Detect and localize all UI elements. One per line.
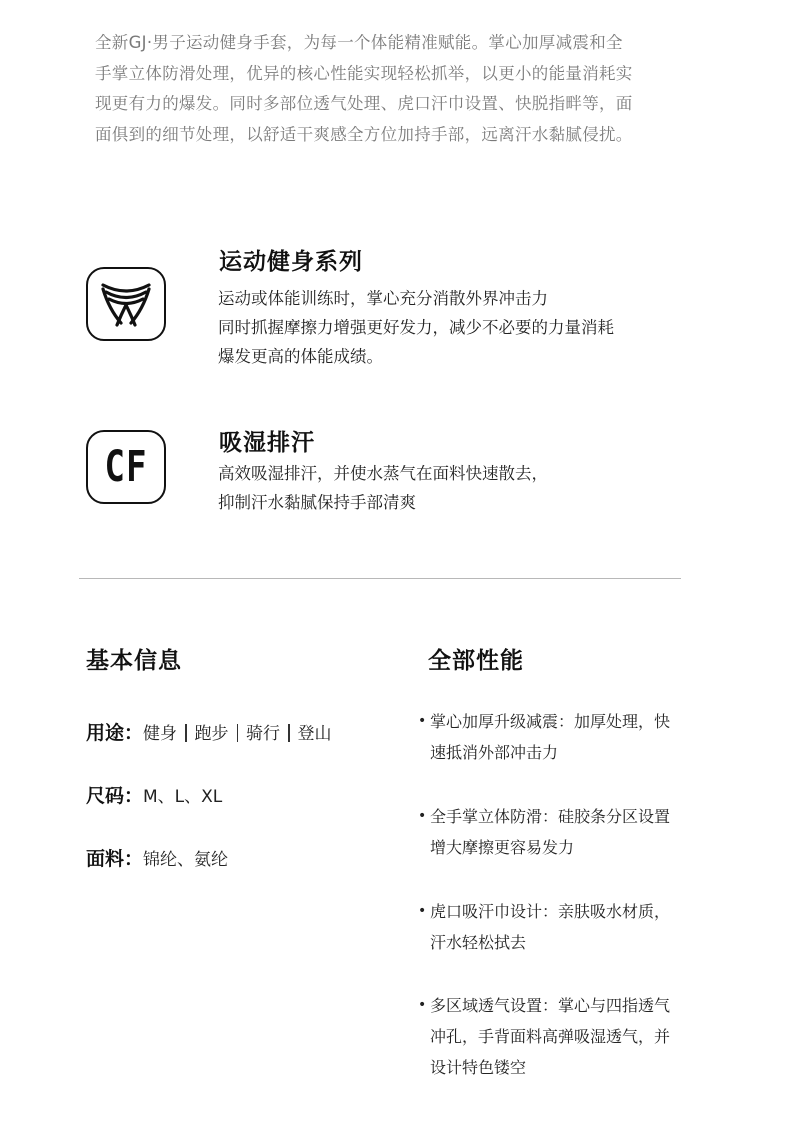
performance-item-line: 多区域透气设置：掌心与四指透气 [430, 996, 671, 1015]
performance-item [418, 896, 708, 958]
feature-description-line: 抑制汗水黏腻保持手部清爽 [218, 493, 416, 512]
performance-item-line: 全手掌立体防滑：硅胶条分区设置 [430, 807, 671, 826]
bullet: • [418, 997, 427, 1013]
intro-line: 手掌立体防滑处理，优异的核心性能实现轻松抓举，以更小的能量消耗实 [95, 63, 633, 83]
bullet: • [418, 808, 427, 824]
material-value: 锦纶、氨纶 [143, 850, 229, 870]
usage-row [86, 718, 332, 745]
bullet: • [418, 903, 427, 919]
intro-line: 面俱到的细节处理，以舒适干爽感全方位加持手部，远离汗水黏腻侵扰。 [95, 124, 633, 144]
usage-item: 健身 [143, 724, 178, 744]
feature-description-line: 爆发更高的体能成绩。 [218, 347, 383, 366]
fitness-series-icon [86, 267, 166, 341]
feature-description-line: 高效吸湿排汗，并使水蒸气在面料快速散去， [218, 464, 548, 483]
performance-item-line: 增大摩擦更容易发力 [430, 838, 575, 857]
size-value: M、L、XL [143, 787, 223, 807]
performance-item-line: 速抵消外部冲击力 [430, 743, 559, 762]
material-label: 面料： [86, 848, 144, 870]
fitness-series-icon-graphic [95, 275, 157, 333]
performance-item-line: 冲孔，手背面料高弹吸湿透气，并 [430, 1027, 671, 1046]
separator [185, 724, 187, 742]
feature-description [218, 459, 548, 517]
cf-moisture-icon [86, 430, 166, 504]
bullet: • [418, 713, 427, 729]
usage-item: 登山 [297, 724, 332, 744]
performance-item-line: 虎口吸汗巾设计：亲肤吸水材质， [430, 902, 671, 921]
performance-item [418, 801, 708, 863]
feature-description-line: 同时抓握摩擦力增强更好发力，减少不必要的力量消耗 [218, 318, 614, 337]
feature-title: 运动健身系列 [219, 249, 363, 275]
performance-item-line: 设计特色镂空 [430, 1058, 527, 1077]
feature-description-line: 运动或体能训练时，掌心充分消散外界冲击力 [218, 289, 548, 308]
material-row [86, 844, 228, 871]
performance-title: 全部性能 [428, 648, 524, 674]
usage-label: 用途： [86, 722, 144, 744]
intro-line: 全新GJ·男子运动健身手套，为每一个体能精准赋能。掌心加厚减震和全 [95, 33, 623, 52]
performance-item-line: 掌心加厚升级减震：加厚处理，快 [430, 712, 671, 731]
performance-item [418, 990, 708, 1083]
performance-item [418, 706, 708, 768]
cf-icon-text: CF [104, 442, 148, 492]
basic-info-title: 基本信息 [86, 648, 182, 674]
feature-description [218, 284, 614, 371]
separator [288, 724, 290, 742]
separator [237, 724, 239, 742]
intro-line: 现更有力的爆发。同时多部位透气处理、虎口汗巾设置、快脱指畔等，面 [95, 94, 633, 113]
size-label: 尺码： [86, 785, 144, 807]
feature-title: 吸湿排汗 [219, 430, 315, 456]
usage-item: 骑行 [246, 724, 281, 744]
intro-paragraph [95, 28, 695, 150]
performance-item-line: 汗水轻松拭去 [430, 933, 527, 952]
section-divider [79, 578, 681, 579]
usage-item: 跑步 [194, 724, 229, 744]
size-row [86, 781, 222, 808]
